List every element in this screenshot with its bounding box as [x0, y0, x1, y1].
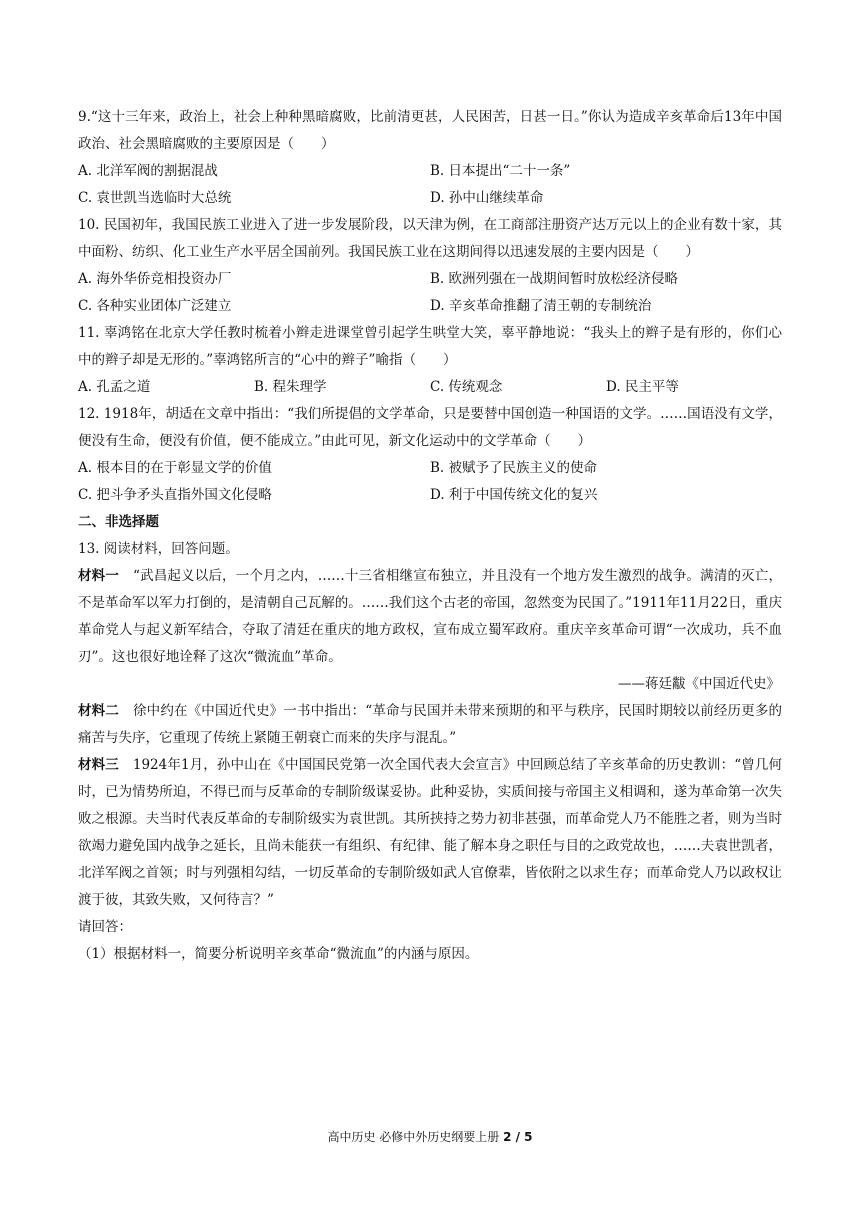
material-2-label: 材料二 — [78, 703, 119, 719]
question-12-stem: 12. 1918年，胡适在文章中指出：“我们所提倡的文学革命，只是要替中国创造一种国语的文学。……国语没有文学，便没有生命，便没有价值，便不能成立。”由此可见，新文化运动中的文学革命（ ） — [78, 406, 782, 449]
question-12-options-row2 — [78, 482, 782, 509]
question-11-option-d: D. 民主平等 — [606, 379, 679, 395]
question-9-option-d: D. 孙中山继续革命 — [430, 190, 544, 206]
material-3-text: 1924年1月，孙中山在《中国国民党第一次全国代表大会宣言》中回顾总结了辛亥革命的历史教训：“曾几何时，已为情势所迫，不得已而与反革命的专制阶级谋妥协。此种妥协，实质间接与帝国主义相调和，遂为革命第一次失败之根源。夫当时代表反革命的专制阶级实为袁世凯。其所挟持之势力初非甚强，而革命党人乃不能胜之者，则为当时欲竭力避免国内战争之延长，且尚未能获一有组织、有纪律、能了解本身之职任与目的之政党故也，……夫袁世凯者，北洋军阀之首领；时与列强相勾结，一切反革命的专制阶级如武人官僚辈，皆依附之以求生存；而革命党人乃以政权让渡于彼，其致失败，又何待言？” — [78, 757, 783, 908]
question-10-options-row2 — [78, 293, 782, 320]
material-1-source: ——蒋廷黻《中国近代史》 — [618, 676, 780, 692]
question-12-options-row1 — [78, 455, 782, 482]
question-9-option-a: A. 北洋军阀的割据混战 — [78, 163, 218, 179]
question-9-options-row2 — [78, 185, 782, 212]
material-2 — [78, 698, 782, 752]
question-11-options — [78, 374, 782, 401]
question-9-stem: 9.“这十三年来，政治上，社会上种种黑暗腐败，比前清更甚，人民困苦，日甚一日。”你认为造成辛亥革命后13年中国政治、社会黑暗腐败的主要原因是（ ） — [78, 109, 782, 152]
question-10-option-d: D. 辛亥革命推翻了清王朝的专制统治 — [430, 298, 652, 314]
question-12-option-a: A. 根本目的在于彰显文学的价值 — [78, 460, 272, 476]
page-content — [78, 104, 782, 968]
question-9-option-b: B. 日本提出“二十一条” — [430, 163, 571, 179]
question-11-stem: 11. 辜鸿铭在北京大学任教时梳着小辫走进课堂曾引起学生哄堂大笑，辜平静地说：“我头上的辫子是有形的，你们心中的辫子却是无形的。”辜鸿铭所言的“心中的辫子”喻指（ ） — [78, 325, 782, 368]
page-footer — [0, 1128, 860, 1145]
answer-prompt: 请回答： — [78, 919, 132, 935]
question-11-option-a: A. 孔孟之道 — [78, 379, 151, 395]
question-10-stem: 10. 民国初年，我国民族工业进入了进一步发展阶段，以天津为例，在工商部注册资产达万元以上的企业有数十家，其中面粉、纺织、化工业生产水平居全国前列。我国民族工业在这期间得以迅速发展的主要内因是（ ） — [78, 217, 782, 260]
question-12-option-d: D. 利于中国传统文化的复兴 — [430, 487, 598, 503]
footer-text: 高中历史 必修中外历史纲要上册 — [327, 1130, 504, 1144]
material-2-text: 徐中约在《中国近代史》一书中指出：“革命与民国并未带来预期的和平与秩序，民国时期较以前经历更多的痛苦与失序，它重现了传统上紧随王朝衰亡而来的失序与混乱。” — [78, 703, 783, 746]
question-10-option-a: A. 海外华侨竞相投资办厂 — [78, 271, 232, 287]
section-heading: 二、非选择题 — [78, 514, 159, 530]
material-3 — [78, 752, 782, 914]
question-11-option-c: C. 传统观念 — [430, 379, 503, 395]
question-10-option-c: C. 各种实业团体广泛建立 — [78, 298, 232, 314]
page-number: 2 / 5 — [503, 1130, 533, 1144]
material-3-label: 材料三 — [78, 757, 119, 773]
question-12-option-b: B. 被赋予了民族主义的使命 — [430, 460, 598, 476]
sub-question-1: （1）根据材料一，简要分析说明辛亥革命“微流血”的内涵与原因。 — [78, 946, 479, 962]
question-13-intro: 13. 阅读材料，回答问题。 — [78, 541, 239, 557]
question-10-options-row1 — [78, 266, 782, 293]
question-11-option-b: B. 程朱理学 — [254, 379, 327, 395]
material-1 — [78, 563, 782, 671]
question-9-options-row1 — [78, 158, 782, 185]
question-10-option-b: B. 欧洲列强在一战期间暂时放松经济侵略 — [430, 271, 679, 287]
question-12-option-c: C. 把斗争矛头直指外国文化侵略 — [78, 487, 272, 503]
material-1-label: 材料一 — [78, 568, 119, 584]
question-9-option-c: C. 袁世凯当选临时大总统 — [78, 190, 232, 206]
material-1-text: “武昌起义以后，一个月之内，……十三省相继宣布独立，并且没有一个地方发生激烈的战争。满清的灭亡，不是革命军以军力打倒的，是清朝自己瓦解的。……我们这个古老的帝国，忽然变为民国了。”1911年11月22日，重庆革命党人与起义新军结合，夺取了清廷在重庆的地方政权，宣布成立蜀军政府。重庆辛亥革命可谓“一次成功，兵不血刃”。这也很好地诠释了这次“微流血”革命。 — [78, 568, 782, 665]
